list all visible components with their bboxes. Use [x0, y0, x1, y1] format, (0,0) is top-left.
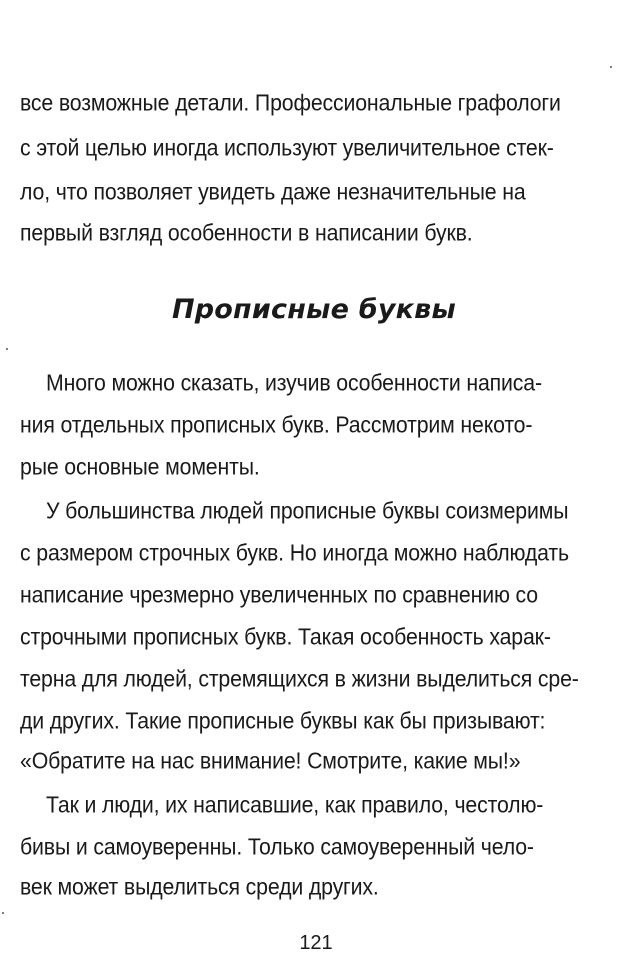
paragraph-3-line-2: бивы и самоуверенны. Только самоуверенный чело- — [20, 834, 534, 860]
paragraph-2-line-6: ди других. Такие прописные буквы как бы призывают: — [20, 708, 546, 734]
paragraph-top-line-4: первый взгляд особенности в написании букв. — [20, 220, 473, 246]
paragraph-2-line-2: с размером строчных букв. Но иногда можно наблюдать — [20, 540, 569, 566]
scan-speck — [610, 66, 612, 68]
section-heading: Прописные буквы — [171, 294, 457, 325]
paragraph-3-line-3: век может выделиться среди других. — [20, 874, 379, 900]
paragraph-3-line-1: Так и люди, их написавшие, как правило, честолю- — [46, 792, 544, 818]
paragraph-2-line-7: «Обратите на нас внимание! Смотрите, какие мы!» — [20, 748, 521, 774]
paragraph-1-line-2: ния отдельных прописных букв. Рассмотрим некото- — [20, 412, 533, 438]
paragraph-top-line-2: с этой целью иногда используют увеличительное стек- — [20, 135, 554, 161]
paragraph-1-line-3: рые основные моменты. — [20, 454, 260, 480]
paragraph-2-line-5: терна для людей, стремящихся в жизни выделиться сре- — [20, 666, 579, 692]
paragraph-top-line-3: ло, что позволяет увидеть даже незначительные на — [20, 179, 526, 205]
paragraph-2-line-1: У большинства людей прописные буквы соизмеримы — [46, 498, 569, 524]
paragraph-top-line-1: все возможные детали. Профессиональные графологи — [20, 90, 561, 116]
scan-speck — [6, 348, 8, 350]
paragraph-2-line-4: строчными прописных букв. Такая особенность харак- — [20, 624, 551, 650]
paragraph-2-line-3: написание чрезмерно увеличенных по сравнению со — [20, 582, 538, 608]
paragraph-1-line-1: Много можно сказать, изучив особенности написа- — [46, 370, 542, 396]
page-number: 121 — [299, 932, 333, 954]
scan-speck — [2, 912, 4, 914]
